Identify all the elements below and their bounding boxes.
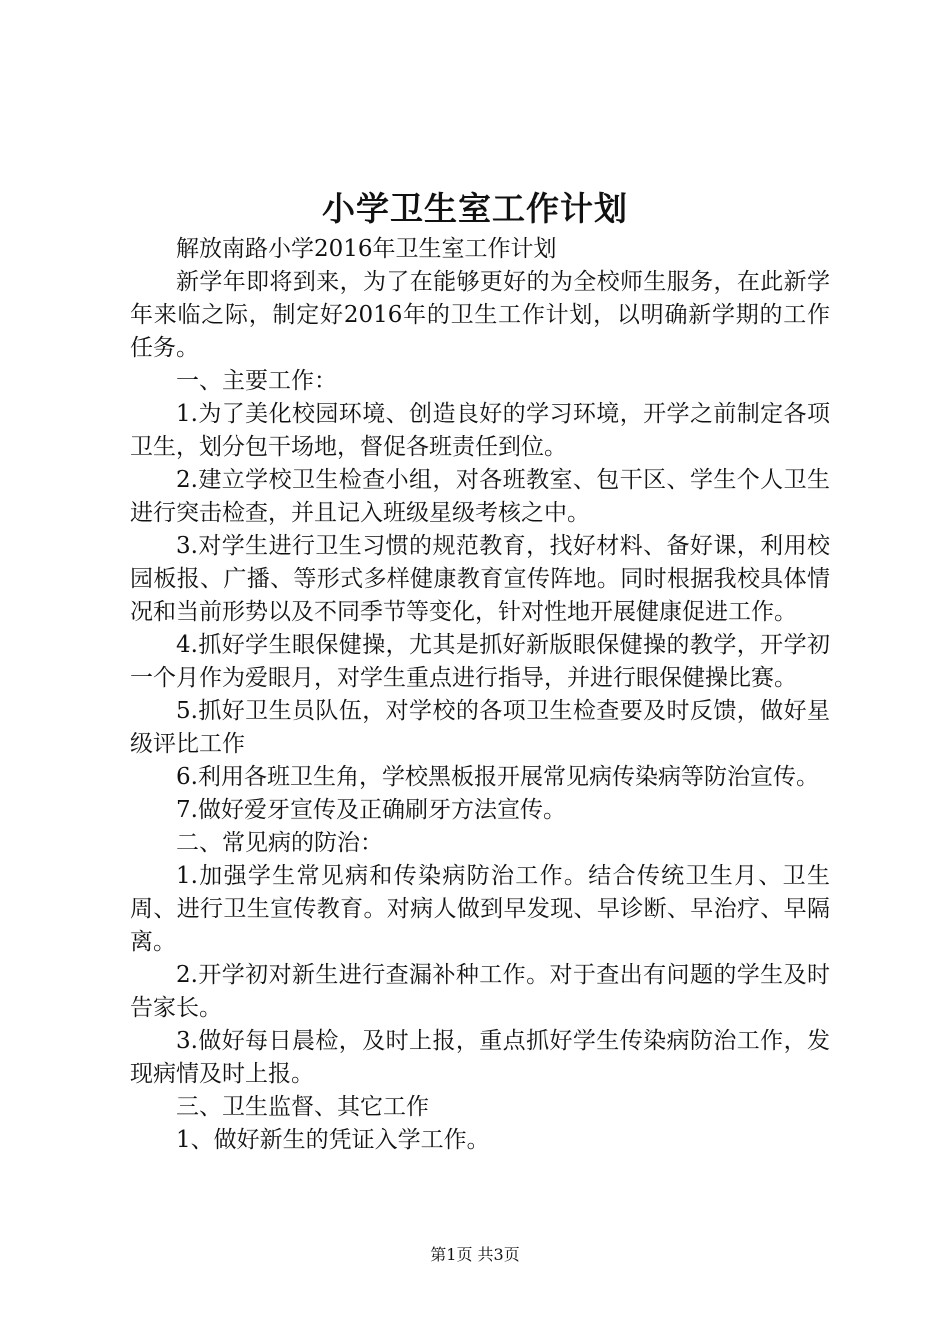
- list-item-main-work-1: 1.为了美化校园环境、创造良好的学习环境，开学之前制定各项卫生，划分包干场地，督促各班责任到位。: [130, 401, 830, 460]
- list-item-main-work-3: 3.对学生进行卫生习惯的规范教育，找好材料、备好课，利用校园板报、广播、等形式多样健康教育宣传阵地。同时根据我校具体情况和当前形势以及不同季节等变化，针对性地开展健康促进工作。: [130, 533, 830, 625]
- list-item-prevention-1: 1.加强学生常见病和传染病防治工作。结合传统卫生月、卫生周、进行卫生宣传教育。对病人做到早发现、早诊断、早治疗、早隔离。: [130, 863, 830, 955]
- list-item-prevention-2: 2.开学初对新生进行查漏补种工作。对于查出有问题的学生及时告家长。: [130, 962, 830, 1021]
- section-heading-supervision: 三、卫生监督、其它工作: [176, 1094, 429, 1120]
- list-item-main-work-5: 5.抓好卫生员队伍，对学校的各项卫生检查要及时反馈，做好星级评比工作: [130, 698, 830, 757]
- list-item-main-work-7: 7.做好爱牙宣传及正确刷牙方法宣传。: [176, 797, 566, 823]
- document-body: [130, 233, 830, 1157]
- paragraph-intro: 新学年即将到来，为了在能够更好的为全校师生服务，在此新学年来临之际，制定好2016年的卫生工作计划，以明确新学期的工作任务。: [130, 269, 830, 361]
- document-title: 小学卫生室工作计划: [322, 189, 628, 228]
- list-item-main-work-2: 2.建立学校卫生检查小组，对各班教室、包干区、学生个人卫生进行突击检查，并且记入班级星级考核之中。: [130, 467, 830, 526]
- list-item-supervision-1: 1、做好新生的凭证入学工作。: [176, 1127, 490, 1153]
- paragraph-school-plan-heading: 解放南路小学2016年卫生室工作计划: [176, 236, 557, 262]
- list-item-prevention-3: 3.做好每日晨检，及时上报，重点抓好学生传染病防治工作，发现病情及时上报。: [130, 1028, 830, 1087]
- section-heading-main-work: 一、主要工作：: [176, 368, 337, 394]
- page-number-footer: 第1页 共3页: [430, 1245, 520, 1264]
- list-item-main-work-4: 4.抓好学生眼保健操，尤其是抓好新版眼保健操的教学，开学初一个月作为爱眼月，对学生重点进行指导，并进行眼保健操比赛。: [130, 632, 830, 691]
- section-heading-disease-prevention: 二、常见病的防治：: [176, 830, 383, 856]
- list-item-main-work-6: 6.利用各班卫生角，学校黑板报开展常见病传染病等防治宣传。: [176, 764, 819, 790]
